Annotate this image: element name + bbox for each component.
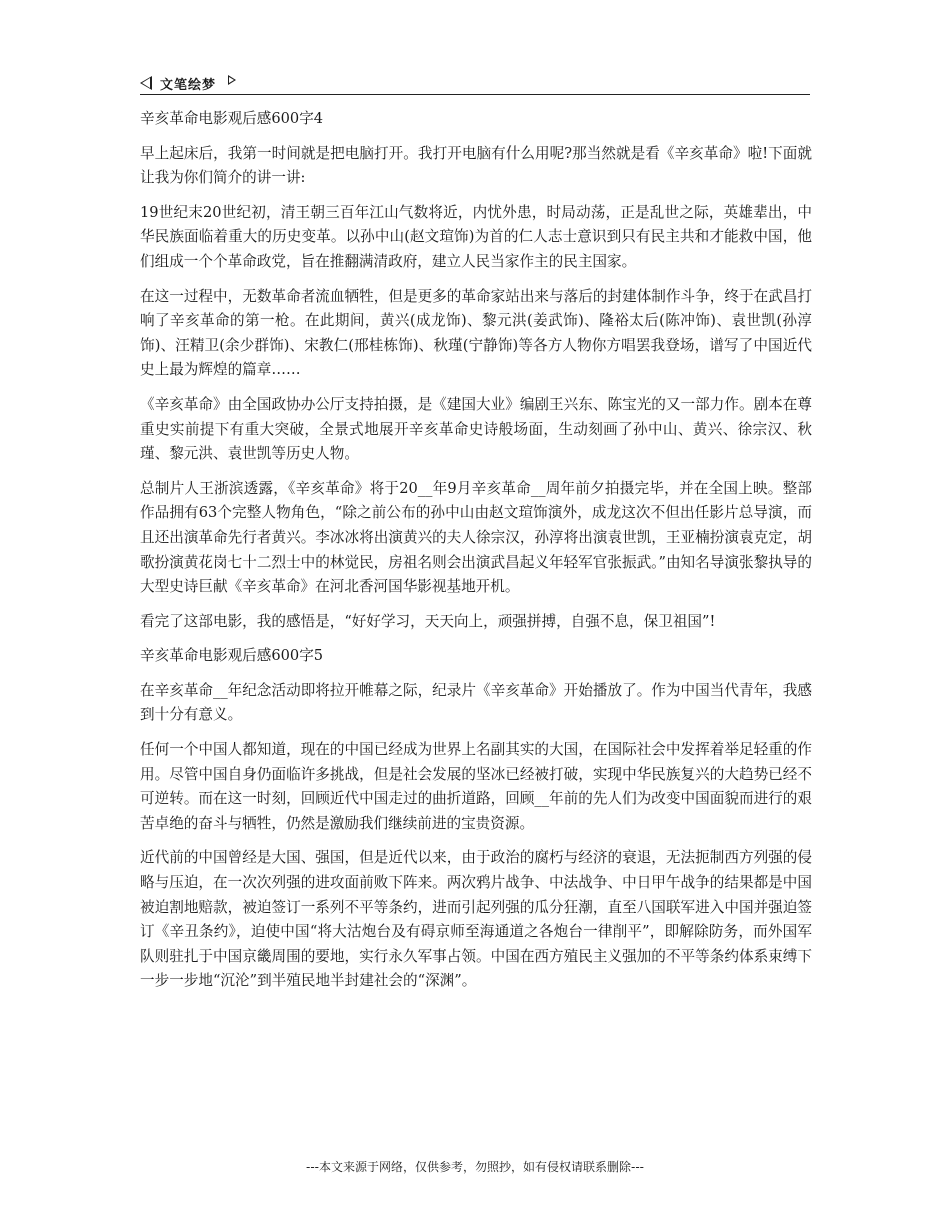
section-title-4: 辛亥革命电影观后感600字4 [140, 110, 324, 127]
paragraph: 在辛亥革命__年纪念活动即将拉开帷幕之际，纪录片《辛亥革命》开始播放了。作为中国当代青年，我感到十分有意义。 [140, 681, 812, 724]
paragraph: 《辛亥革命》由全国政协办公厅支持拍摄，是《建国大业》编剧王兴东、陈宝光的又一部力作。剧本在尊重史实前提下有重大突破，全景式地展开辛亥革命史诗般场面，生动刻画了孙中山、黄兴、徐宗汉、秋瑾、黎元洪、袁世凯等历史人物。 [140, 395, 812, 463]
paragraph: 任何一个中国人都知道，现在的中国已经成为世界上名副其实的大国，在国际社会中发挥着举足轻重的作用。尽管中国自身仍面临许多挑战，但是社会发展的坚冰已经被打破，实现中华民族复兴的大趋势已经不可逆转。而在这一时刻，回顾近代中国走过的曲折道路，回顾__年前的先人们为改变中国面貌而进行的艰苦卓绝的奋斗与牺牲，仍然是激励我们继续前进的宝贵资源。 [140, 741, 812, 832]
paragraph: 19世纪末20世纪初，清王朝三百年江山气数将近，内忧外患，时局动荡，正是乱世之际，英雄辈出，中华民族面临着重大的历史变革。以孙中山(赵文瑄饰)为首的仁人志士意识到只有民主共和才能救中国，他们组成一个个革命政党，旨在推翻满清政府，建立人民当家作主的民主国家。 [140, 203, 812, 270]
article-body [140, 107, 812, 1004]
paragraph: 看完了这部电影，我的感悟是，“好好学习，天天向上，顽强拼搏，自强不息，保卫祖国”! [140, 612, 716, 630]
paragraph: 近代前的中国曾经是大国、强国，但是近代以来，由于政治的腐朽与经济的衰退，无法扼制西方列强的侵略与压迫，在一次次列强的进攻面前败下阵来。两次鸦片战争、中法战争、中日甲午战争的结果都是中国被迫割地赔款，被迫签订一系列不平等条约，进而引起列强的瓜分狂潮，直至八国联军进入中国并强迫签订《辛丑条约》，迫使中国“将大沽炮台及有碍京师至海通道之各炮台一律削平”，即解除防务，而外国军队则驻扎于中国京畿周围的要地，实行永久军事占领。中国在西方殖民主义强加的不平等条约体系束缚下一步一步地“沉沦”到半殖民地半封建社会的“深渊”。 [140, 849, 812, 990]
paragraph: 总制片人王浙滨透露，《辛亥革命》将于20__年9月辛亥革命__周年前夕拍摄完毕，并在全国上映。整部作品拥有63个完整人物角色，“除之前公布的孙中山由赵文瑄饰演外，成龙这次不但出任影片总导演，而且还出演革命先行者黄兴。李冰冰将出演黄兴的夫人徐宗汉，孙淳将出演袁世凯，王亚楠扮演袁克定，胡歌扮演黄花岗七十二烈士中的林觉民，房祖名则会出演武昌起义年轻军官张振武。”由知名导演张黎执导的大型史诗巨献《辛亥革命》在河北香河国华影视基地开机。 [140, 479, 812, 596]
paragraph: 早上起床后，我第一时间就是把电脑打开。我打开电脑有什么用呢?那当然就是看《辛亥革命》啦!下面就让我为你们简介的讲一讲: [140, 144, 812, 187]
paragraph: 在这一过程中，无数革命者流血牺牲，但是更多的革命家站出来与落后的封建体制作斗争，终于在武昌打响了辛亥革命的第一枪。在此期间，黄兴(成龙饰)、黎元洪(姜武饰)、隆裕太后(陈冲饰)、袁世凯(孙淳饰)、汪精卫(余少群饰)、宋教仁(邢桂栋饰)、秋瑾(宁静饰)等各方人物你方唱罢我登场，谱写了中国近代史上最为辉煌的篇章…… [140, 287, 812, 379]
triangle-right-icon [228, 75, 236, 85]
brand-name: 文笔绘梦 [160, 77, 217, 93]
triangle-left-icon [140, 76, 152, 90]
page-header [140, 72, 810, 95]
footer-notice: ---本文来源于网络，仅供参考，勿照抄，如有侵权请联系删除--- [306, 1160, 644, 1174]
section-title-5: 辛亥革命电影观后感600字5 [140, 647, 324, 665]
